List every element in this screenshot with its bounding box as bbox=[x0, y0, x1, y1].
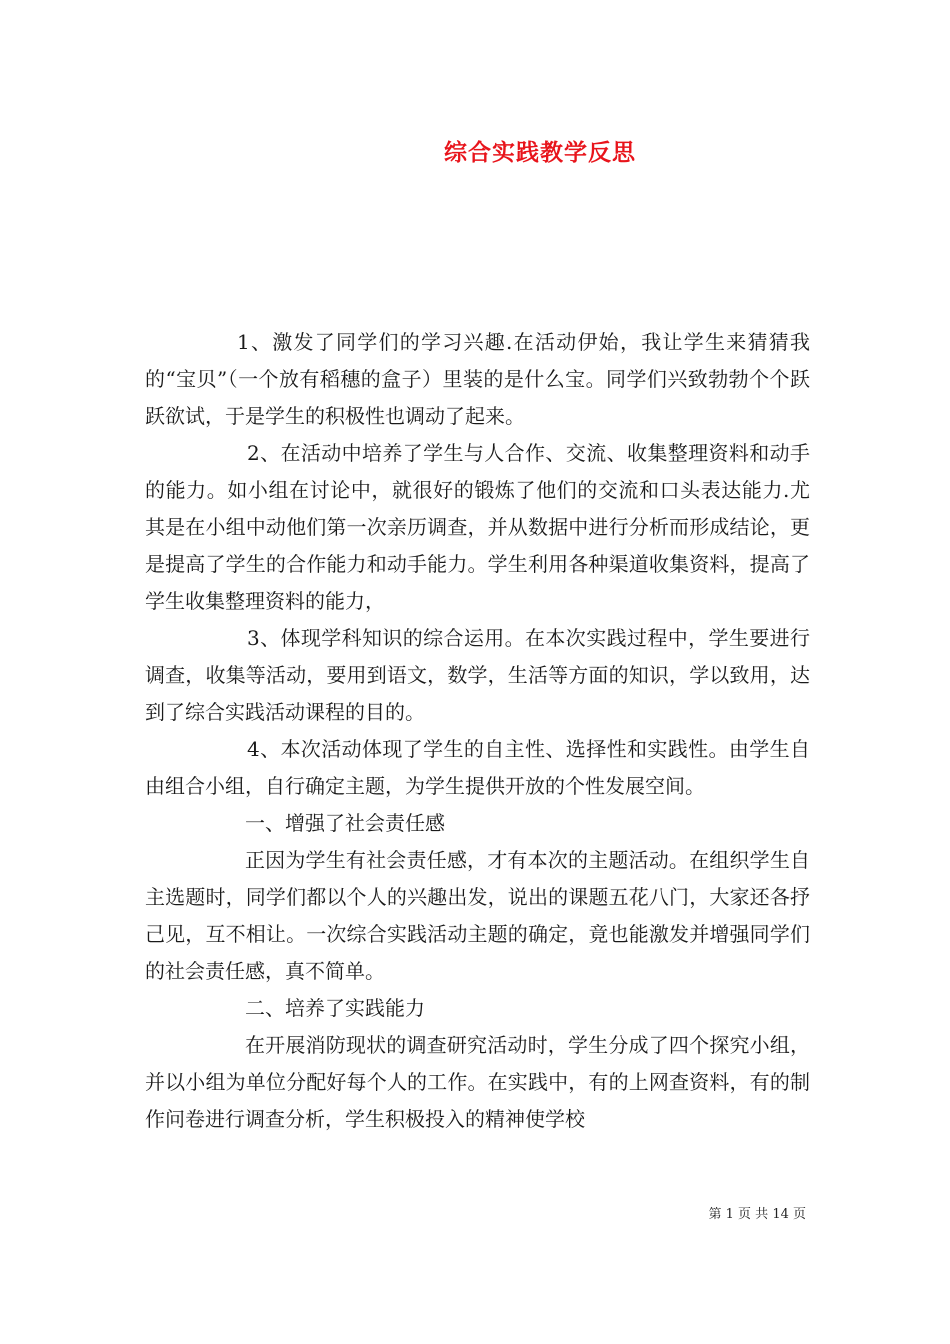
section-heading-2: 二、培养了实践能力 bbox=[245, 996, 425, 1020]
paragraph-1: 1、激发了同学们的学习兴趣.在活动伊始，我让学生来猜猜我的“宝贝”（一个放有稻穗的盒子）里装的是什么宝。同学们兴致勃勃个个跃跃欲试，于是学生的积极性也调动了起来。 bbox=[145, 330, 810, 428]
paragraph-2: 2、在活动中培养了学生与人合作、交流、收集整理资料和动手的能力。如小组在讨论中，就很好的锻炼了他们的交流和口头表达能力.尤其是在小组中动他们第一次亲历调查，并从数据中进行分析而形成结论，更是提高了学生的合作能力和动手能力。学生利用各种渠道收集资料，提高了学生收集整理资料的能力， bbox=[145, 441, 810, 613]
paragraph-6: 在开展消防现状的调查研究活动时，学生分成了四个探究小组，并以小组为单位分配好每个人的工作。在实践中，有的上网查资料，有的制作问卷进行调查分析，学生积极投入的精神使学校 bbox=[145, 1033, 810, 1131]
paragraph-4: 4、本次活动体现了学生的自主性、选择性和实践性。由学生自由组合小组，自行确定主题，为学生提供开放的个性发展空间。 bbox=[145, 737, 810, 798]
paragraph-3: 3、体现学科知识的综合运用。在本次实践过程中，学生要进行调查，收集等活动，要用到语文，数学，生活等方面的知识，学以致用，达到了综合实践活动课程的目的。 bbox=[145, 626, 810, 724]
section-heading-1: 一、增强了社会责任感 bbox=[245, 811, 445, 835]
paragraph-5: 正因为学生有社会责任感，才有本次的主题活动。在组织学生自主选题时，同学们都以个人的兴趣出发，说出的课题五花八门，大家还各抒己见，互不相让。一次综合实践活动主题的确定，竟也能激发并增强同学们的社会责任感，真不简单。 bbox=[145, 848, 810, 983]
document-body bbox=[145, 324, 810, 1138]
document-title: 综合实践教学反思 bbox=[444, 139, 636, 166]
page-number: 第 1 页 共 14 页 bbox=[708, 1207, 806, 1222]
